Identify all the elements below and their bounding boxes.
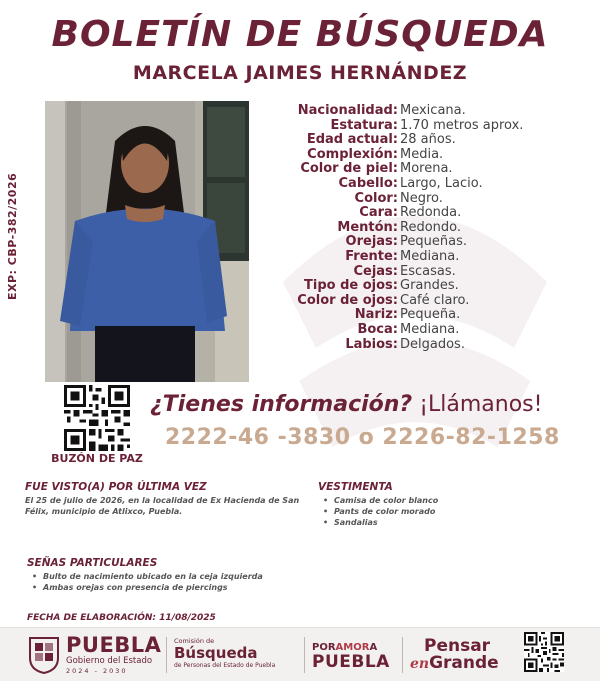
comision-desc-text: de Personas del Estado de Puebla [174,662,276,669]
attr-value: Media. [400,146,444,162]
attr-row [290,192,590,207]
attr-value: 28 años. [400,132,456,148]
a-text: A [369,642,378,653]
attr-row [290,206,590,221]
attr-row [290,323,590,338]
grande-text: Grande [429,653,499,673]
attr-row [290,162,590,177]
footer-divider [304,637,305,673]
attr-value: Negro. [400,190,443,206]
attr-label: Edad actual: [306,132,398,148]
list-item: • Camisa de color blanco [318,495,588,506]
puebla-secondary-text: PUEBLA [312,652,390,672]
attr-value: Pequeñas. [400,234,467,250]
list-item: • Ambas orejas con presencia de piercings [27,582,327,593]
list-item: • Bulto de nacimiento ubicado en la ceja izquierda [27,571,327,582]
attr-row [290,250,590,265]
person-name: MARCELA JAIMES HERNÁNDEZ [132,62,468,84]
distinguishing-marks-section [27,557,327,593]
physical-attributes [290,104,590,352]
attr-row [290,235,590,250]
info-question [150,392,590,417]
attr-label: Frente: [345,248,398,264]
pensar-text: Pensar [424,636,491,656]
attr-row [290,177,590,192]
comision-big-text: Búsqueda [174,644,258,662]
clothing-title: VESTIMENTA [318,481,393,493]
attr-row [290,133,590,148]
qr-code-icon[interactable] [64,385,130,451]
attr-row [290,338,590,353]
attr-row [290,221,590,236]
attr-value: Mexicana. [400,103,466,118]
contact-phones[interactable]: 2222-46 -3830 o 2226-82-1258 [165,425,560,450]
attr-row [290,294,590,309]
footer-divider [166,637,167,673]
attr-label: Labios: [345,336,398,352]
attr-row [290,265,590,280]
expediente-number: EXP: CBP-382/2026 [6,172,19,300]
attr-value: Café claro. [400,292,470,308]
attr-label: Mentón: [337,219,398,235]
comision-small-text: Comisión de [174,637,215,645]
attr-value: Largo, Lacio. [400,175,483,191]
attr-value: Redondo. [400,219,462,235]
attr-label: Color: [354,190,398,206]
attr-row [290,104,590,119]
en-grande-text [410,653,520,674]
qr-code-icon[interactable] [524,632,564,672]
attr-value: Pequeña. [400,307,461,323]
list-item: • Sandalias [318,517,588,528]
clothing-list [318,495,588,528]
attr-value: Escasas. [400,263,456,279]
attr-row [290,148,590,163]
amor-text: AMOR [335,642,370,653]
attr-label: Complexión: [307,146,398,162]
attr-value: 1.70 metros aprox. [400,117,524,133]
last-seen-title: FUE VISTO(A) POR ÚLTIMA VEZ [25,481,207,493]
signs-title: SEÑAS PARTICULARES [27,557,158,569]
attr-label: Color de ojos: [297,292,398,308]
attr-row [290,279,590,294]
question-bold: ¿Tienes información? [150,392,413,417]
bulletin-title: BOLETÍN DE BÚSQUEDA [51,14,549,55]
attr-label: Cabello: [338,175,398,191]
attr-label: Nariz: [354,307,398,323]
attr-value: Mediana. [400,248,460,264]
attr-row [290,119,590,134]
attr-value: Delgados. [400,336,465,352]
attr-label: Cejas: [353,263,398,279]
attr-label: Color de piel: [300,161,398,177]
footer-divider [402,637,403,673]
attr-label: Tipo de ojos: [304,278,398,294]
attr-value: Grandes. [400,278,459,294]
state-crest-icon [28,634,60,674]
attr-label: Boca: [357,321,398,337]
en-text: en [410,656,430,672]
question-light: ¡Llámanos! [412,392,543,417]
attr-label: Cara: [359,205,398,221]
signs-list [27,571,327,593]
list-item: • Pants de color morado [318,506,588,517]
buzon-de-paz-label: BUZÓN DE PAZ [51,452,143,465]
puebla-logo-text: PUEBLA [66,633,162,657]
last-seen-section [25,481,315,517]
gobierno-years: 2024 - 2030 [66,667,128,675]
attr-label: Orejas: [345,234,398,250]
attr-value: Redonda. [400,205,462,221]
person-photo [45,101,249,382]
attr-value: Mediana. [400,321,460,337]
attr-label: Estatura: [330,117,398,133]
por-text: POR [312,642,336,653]
attr-value: Morena. [400,161,453,177]
gobierno-text: Gobierno del Estado [66,656,153,666]
elaboration-date: FECHA DE ELABORACIÓN: 11/08/2025 [27,613,216,623]
clothing-section [318,481,588,528]
last-seen-text: El 25 de julio de 2026, en la localidad de Ex Hacienda de San Félix, municipio de Atlixco, Puebla. [25,496,300,516]
attr-label: Nacionalidad: [297,103,398,118]
attr-row [290,308,590,323]
